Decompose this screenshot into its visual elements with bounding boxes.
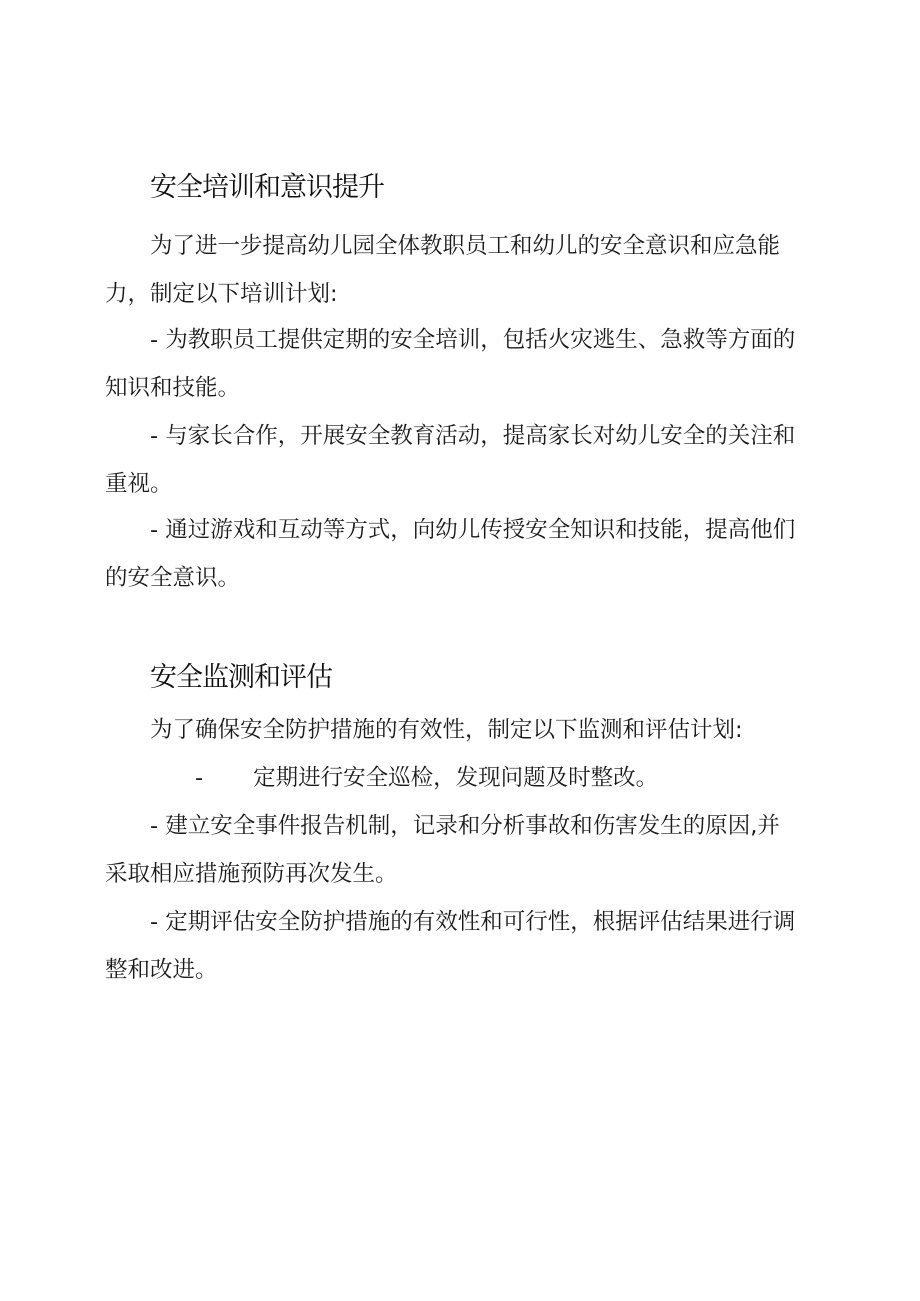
monitoring-item-1-text: 定期进行安全巡检，发现问题及时整改。	[253, 765, 659, 791]
monitoring-item-3: - 定期评估安全防护措施的有效性和可行性，根据评估结果进行调整和改进。	[105, 909, 796, 983]
monitoring-item-2: - 建立安全事件报告机制，记录和分析事故和伤害发生的原因,并采取相应措施预防再次发生。	[105, 813, 780, 887]
monitoring-item-1	[105, 754, 800, 802]
training-item-3: - 通过游戏和互动等方式，向幼儿传授安全知识和技能，提高他们的安全意识。	[105, 517, 796, 591]
training-item-2: - 与家长合作，开展安全教育活动，提高家长对幼儿安全的关注和重视。	[105, 423, 796, 497]
monitoring-intro-paragraph: 为了确保安全防护措施的有效性，制定以下监测和评估计划:	[150, 717, 743, 743]
section-heading-training: 安全培训和意识提升	[150, 172, 384, 203]
list-dash: -	[195, 765, 204, 791]
training-intro-paragraph: 为了进一步提高幼儿园全体教职员工和幼儿的安全意识和应急能力，制定以下培训计划:	[105, 233, 781, 307]
training-item-1: - 为教职员工提供定期的安全培训，包括火灾逃生、急救等方面的知识和技能。	[105, 327, 796, 401]
section-heading-monitoring: 安全监测和评估	[150, 662, 332, 693]
